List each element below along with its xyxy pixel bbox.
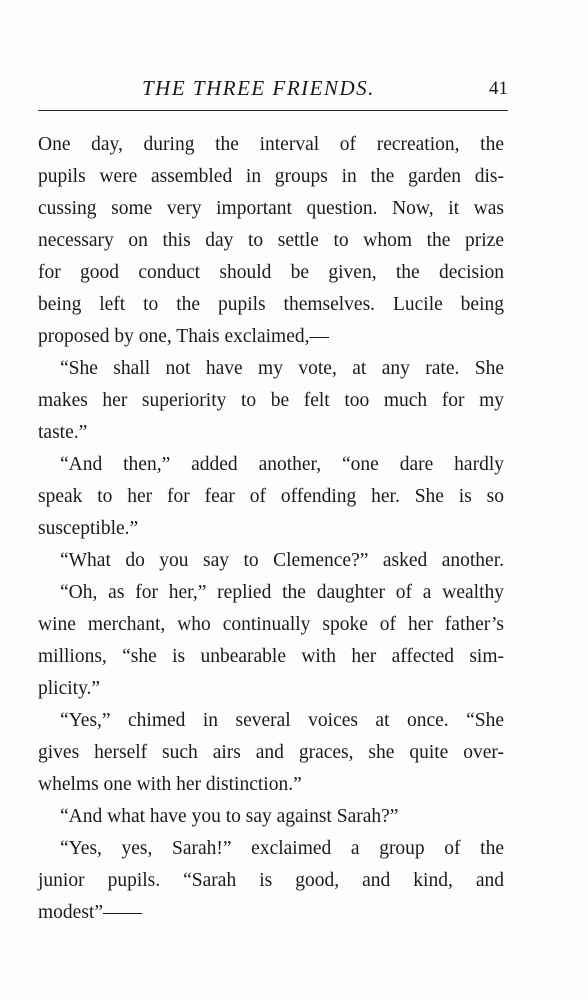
page-number: 41 bbox=[489, 78, 508, 99]
text-line: One day, during the interval of recreation, the bbox=[38, 134, 504, 155]
text-line: makes her superiority to be felt too much for my bbox=[38, 390, 504, 411]
text-line: “Yes, yes, Sarah!” exclaimed a group of the bbox=[60, 838, 504, 859]
text-line: “Yes,” chimed in several voices at once. “She bbox=[60, 710, 504, 731]
text-line: “And then,” added another, “one dare hardly bbox=[60, 454, 504, 475]
text-line: junior pupils. “Sarah is good, and kind, and bbox=[38, 870, 504, 891]
text-line: proposed by one, Thais exclaimed,— bbox=[38, 326, 329, 347]
text-line: taste.” bbox=[38, 422, 88, 443]
text-line: “She shall not have my vote, at any rate. She bbox=[60, 358, 504, 379]
text-line: “And what have you to say against Sarah?” bbox=[60, 806, 399, 827]
page-header bbox=[38, 76, 508, 106]
text-line: modest”—— bbox=[38, 902, 142, 923]
running-title: THE THREE FRIENDS. bbox=[142, 76, 375, 100]
text-line: being left to the pupils themselves. Lucile being bbox=[38, 294, 504, 315]
text-line: susceptible.” bbox=[38, 518, 139, 539]
text-line: pupils were assembled in groups in the garden dis- bbox=[38, 166, 504, 187]
header-rule bbox=[38, 110, 508, 111]
text-line: “Oh, as for her,” replied the daughter of a wealthy bbox=[60, 582, 504, 603]
text-line: speak to her for fear of offending her. She is so bbox=[38, 486, 504, 507]
text-line: millions, “she is unbearable with her affected sim- bbox=[38, 646, 504, 667]
text-line: plicity.” bbox=[38, 678, 101, 699]
text-line: “What do you say to Clemence?” asked another. bbox=[60, 550, 504, 571]
text-line: necessary on this day to settle to whom the prize bbox=[38, 230, 504, 251]
text-line: wine merchant, who continually spoke of her father’s bbox=[38, 614, 504, 635]
body-text bbox=[38, 129, 504, 929]
text-line: for good conduct should be given, the decision bbox=[38, 262, 504, 283]
text-line: gives herself such airs and graces, she quite over- bbox=[38, 742, 504, 763]
text-line: whelms one with her distinction.” bbox=[38, 774, 302, 795]
text-line: cussing some very important question. Now, it was bbox=[38, 198, 504, 219]
